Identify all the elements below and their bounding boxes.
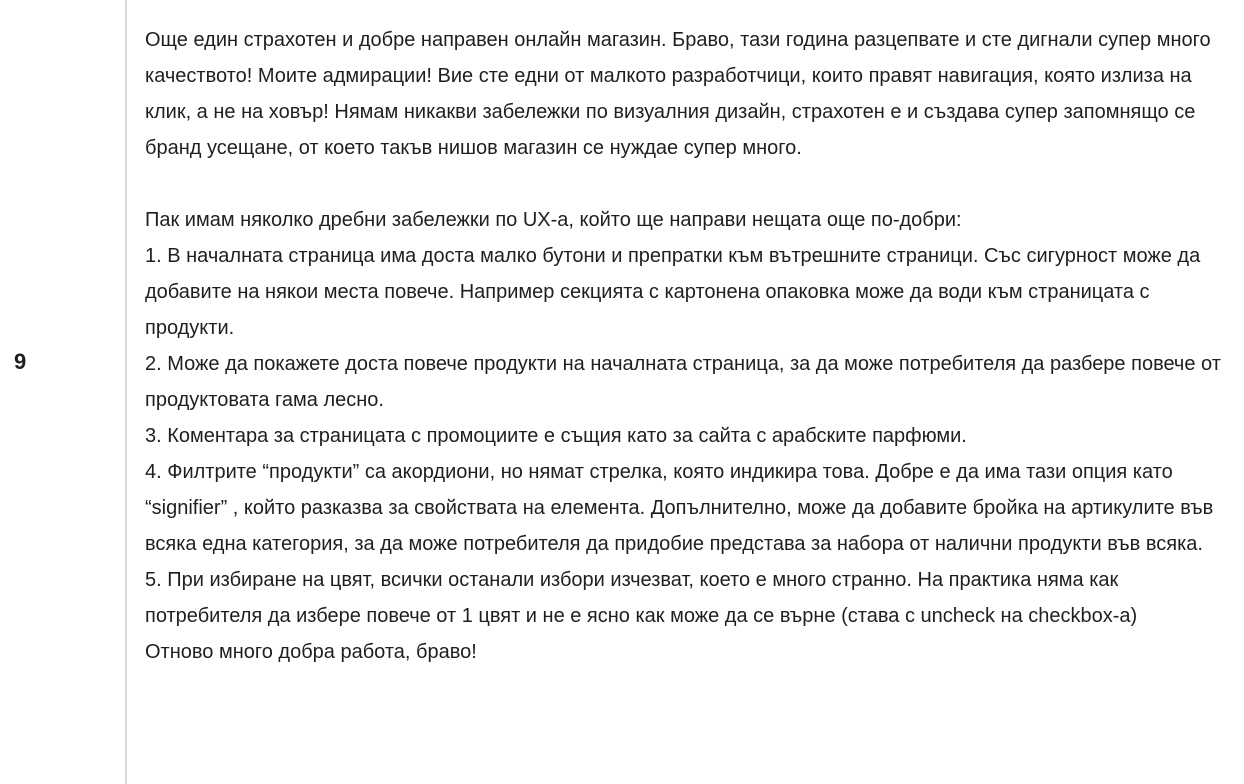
feedback-lead-line: Пак имам няколко дребни забележки по UX-а, който ще направи нещата още по-добри: <box>145 209 962 231</box>
feedback-intro-paragraph: Още един страхотен и добре направен онлайн магазин. Браво, тази година разцепвате и сте дигнали супер много качеството! Моите адмирации! Вие сте едни от малкото разработчици, които правят навигация, която излиза на клик, а не на ховър! Нямам никакви забележки по визуалния дизайн, страхотен е и създава супер запомнящо се бранд усещане, от което такъв нишов магазин се нуждае супер много. <box>145 29 1211 159</box>
feedback-point-3: 3. Коментара за страницата с промоциите е същия като за сайта с арабските парфюми. <box>145 425 967 447</box>
row-index-cell <box>0 0 127 784</box>
paragraph-spacer <box>145 166 1230 202</box>
feedback-point-1: 1. В началната страница има доста малко бутони и препратки към вътрешните страници. Със сигурност може да добавите на някои места повече. Например секцията с картонена опаковка може да води към страницата с продукти. <box>145 245 1206 339</box>
feedback-point-2: 2. Може да покажете доста повече продукти на началната страница, за да може потребителя да разбере повече от продуктовата гама лесно. <box>145 353 1227 411</box>
feedback-content-cell <box>145 22 1230 670</box>
feedback-point-4: 4. Филтрите “продукти” са акордиони, но нямат стрелка, която индикира това. Добре е да има тази опция като “signifier” , който разказва за свойствата на елемента. Допълнително, може да добавите бройка на артикулите във всяка една категория, за да може потребителя да придобие представа за набора от налични продукти във всяка. <box>145 461 1219 555</box>
feedback-closing-line: Отново много добра работа, браво! <box>145 641 477 663</box>
feedback-point-5: 5. При избиране на цвят, всички останали избори изчезват, което е много странно. На практика няма как потребителя да избере повече от 1 цвят и не е ясно как може да се върне (става с uncheck на checkbox-а) <box>145 569 1138 627</box>
row-index-number: 9 <box>14 349 27 374</box>
